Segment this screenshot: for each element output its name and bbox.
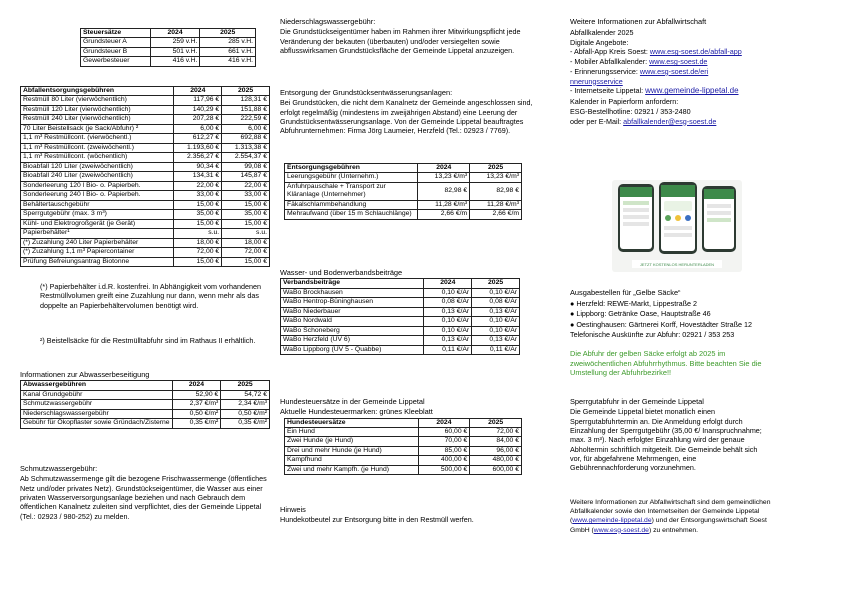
row-value: 128,31 € — [222, 96, 270, 105]
table-row — [81, 47, 256, 56]
row-value: 22,00 € — [174, 181, 222, 190]
row-label: Prüfung Befreiungsantrag Biotonne — [21, 257, 174, 266]
sperrgut-text: Die Gemeinde Lippetal bietet monatlich einen Sperrgutabfuhrtermin an. Die Anmeldung erfolgt durch Einzahlung der Sperrgutgebühr (35,00 €/ Inanspruchnahme; max. 3 m³). Nach erfolgter Einzahlung wird der genaue Abholtermin schriftlich mitgeteilt. Die Gemeinde behält sich vor, für abgefahrene Mehrmengen, eine Gebührennachforderung vorzunehmen. — [570, 407, 762, 473]
table-header-cell: 2024 — [150, 29, 200, 38]
table-header-cell: 2024 — [418, 164, 470, 173]
schmutz-text: Ab Schmutzwassermenge gilt die bezogene Frischwassermenge (öffentliches Netz und/oder privates Netz). Grundstückseigentümer, die Wasser aus einer privaten Wasserversorgungsanlage beziehen und nach Gebrauch dem öffentlichen Kanalnetz zuleiten sind verpflichtet, dies der Gemeinde Lippetal (Tel.: 02923 / 980-252) zu melden. — [20, 474, 267, 521]
row-value: 0,13 €/Ar — [424, 307, 472, 316]
klein-text: Bei Grundstücken, die nicht dem Kanalnetz der Gemeinde angeschlossen sind, erfolgt regelmäßig (mindestens im zweijährigen Abstand) eine Leerung der Grundstücksentwässerungsanlage. Von der Gemeinde Lippetal beauftragtes Abfuhrunternehmen: Firma Jörg Laumeier, Herzfeld (Tel.: 02923 / 7769). — [280, 98, 533, 136]
row-value: 501 v.H. — [150, 47, 200, 56]
row-value: 661 v.H. — [200, 47, 256, 56]
row-label: Bioabfall 240 Liter (zweiwöchentlich) — [21, 172, 174, 181]
wasserboden-title: Wasser- und Bodenverbandsbeiträge — [280, 268, 403, 277]
row-value: 0,08 €/Ar — [424, 298, 472, 307]
row-label: Niederschlagswassergebühr — [21, 409, 173, 418]
row-value: 72,00 € — [174, 248, 222, 257]
row-value: 82,98 € — [418, 182, 470, 200]
table-row — [21, 409, 270, 418]
row-value: 0,10 €/Ar — [472, 326, 520, 335]
hinweis-text: Hundekotbeutel zur Entsorgung bitte in den Restmüll werfen. — [280, 515, 474, 525]
row-value: 13,23 €/m³ — [470, 173, 522, 182]
row-label: 1,1 m³ Restmüllcont. (wöchentlich) — [21, 153, 174, 162]
row-value: 0,10 €/Ar — [472, 317, 520, 326]
row-value: 15,00 € — [174, 257, 222, 266]
footer-link-gemeinde[interactable]: www.gemeinde-lippetal.de — [572, 517, 652, 525]
table-row — [21, 210, 270, 219]
row-value: 2.356,27 € — [174, 153, 222, 162]
row-value: 22,00 € — [222, 181, 270, 190]
footer-link-esg[interactable]: www.esg-soest.de — [593, 526, 649, 534]
row-label: Restmüll 120 Liter (vierwöchentlich) — [21, 105, 174, 114]
row-value: 2,66 €/m — [470, 210, 522, 219]
gelbe-block — [570, 288, 825, 340]
table-row — [285, 182, 522, 200]
table-row — [21, 134, 270, 143]
row-label: Papierbehälter¹ — [21, 229, 174, 238]
erinner-line — [570, 67, 710, 86]
row-value: 1.313,38 € — [222, 143, 270, 152]
footer-text-2: ) und der Entsorgungswirtschaft Soest GmbH ( — [570, 517, 767, 534]
row-value: 2,37 €/m³ — [172, 400, 221, 409]
gelbe-item: ● Lippborg: Getränke Oase, Hauptstraße 46 — [570, 309, 711, 319]
table-row — [281, 317, 520, 326]
steuer-table — [80, 28, 256, 67]
table-row — [285, 173, 522, 182]
row-label: Kampfhund — [285, 456, 419, 465]
niederschlag-block — [280, 17, 540, 55]
footer-text-1: Weitere Informationen zur Abfallwirtschaft sind dem gemeindlichen Abfallkalender sowie den Internetseiten der Gemeinde Lippetal ( — [570, 499, 771, 525]
row-value: 33,00 € — [222, 191, 270, 200]
email-link[interactable]: abfallkalender@esg-soest.de — [623, 116, 717, 126]
klein-title: Entsorgung der Grundstücksentwässerungsanlagen: — [280, 88, 453, 97]
hinweis-block — [280, 505, 540, 525]
row-value: 400,00 € — [418, 456, 470, 465]
weitere-title: Weitere Informationen zur Abfallwirtschaft — [570, 17, 707, 26]
table-header-cell: 2025 — [222, 87, 270, 96]
row-label: Bioabfall 120 Liter (zweiwöchentlich) — [21, 162, 174, 171]
entsorgung-table — [284, 163, 522, 220]
row-value: 11,28 €/m³ — [470, 200, 522, 209]
table-row — [21, 219, 270, 228]
abfall-table — [20, 86, 270, 267]
table-row — [21, 419, 270, 428]
row-label: Grundsteuer A — [81, 38, 151, 47]
row-label: Zwei Hunde (je Hund) — [285, 437, 419, 446]
row-label: 1,1 m³ Restmüllcont. (zweiwöchentl.) — [21, 143, 174, 152]
row-value: 2,66 €/m — [418, 210, 470, 219]
gelbe-title: Ausgabestellen für „Gelbe Säcke“ — [570, 288, 681, 297]
table-header-cell: 2024 — [174, 87, 222, 96]
table-header-cell: 2024 — [424, 279, 472, 288]
table-header-cell: Steuersätze — [81, 29, 151, 38]
phone-banner: JETZT KOSTENLOS HERUNTERLADEN — [639, 262, 715, 267]
table-row — [21, 96, 270, 105]
table-row — [21, 124, 270, 133]
table-row — [21, 257, 270, 266]
erinner-label: - Erinnerungsservice: — [570, 66, 638, 76]
table-row — [21, 191, 270, 200]
table-row — [21, 400, 270, 409]
hunde-subtitle: Aktuelle Hundesteuermarken: grünes Kleeblatt — [280, 407, 433, 417]
table-row — [21, 105, 270, 114]
row-label: Restmüll 240 Liter (vierwöchentlich) — [21, 115, 174, 124]
table-row — [285, 465, 522, 474]
row-value: 2.554,37 € — [222, 153, 270, 162]
row-value: 259 v.H. — [150, 38, 200, 47]
row-label: WaBo Niederbauer — [281, 307, 424, 316]
internet-label: - Internetseite Lippetal: — [570, 86, 644, 96]
row-value: 82,98 € — [470, 182, 522, 200]
table-row — [285, 456, 522, 465]
row-value: 0,10 €/Ar — [472, 288, 520, 297]
table-row — [285, 427, 522, 436]
row-value: 140,29 € — [174, 105, 222, 114]
kalender-title: Abfallkalender 2025 — [570, 27, 634, 37]
row-value: 0,08 €/Ar — [472, 298, 520, 307]
weitere-block — [570, 17, 825, 126]
internet-link[interactable]: www.gemeinde-lippetal.de — [645, 86, 739, 96]
row-value: 13,23 €/m³ — [418, 173, 470, 182]
erinner-link[interactable]: www.esg-soest.de/erinnerungsservice — [570, 66, 709, 86]
table-row — [81, 57, 256, 66]
row-value: 85,00 € — [418, 446, 470, 455]
row-value: 6,00 € — [174, 124, 222, 133]
row-label: Drei und mehr Hunde (je Hund) — [285, 446, 419, 455]
row-label: Kanal Grundgebühr — [21, 390, 173, 399]
row-value: 0,35 €/m² — [221, 419, 270, 428]
table-row — [21, 229, 270, 238]
gelbe-item: ● Oestinghausen: Gärtnerei Korff, Hovestädter Straße 12 — [570, 319, 752, 329]
note-papier: (*) Papierbehälter i.d.R. kostenfrei. In Abhängigkeit vom vorhandenen Restmüllvolumen greift eine Zuzahlung nur dann, wenn mehr als das doppelte an Papierbehältervolumen benötigt wird. — [40, 282, 261, 310]
row-value: 15,00 € — [174, 200, 222, 209]
row-label: (*) Zuzahlung 1,1 m³ Papiercontainer — [21, 248, 174, 257]
row-value: 285 v.H. — [200, 38, 256, 47]
table-header-cell: Abfallentsorgungsgebühren — [21, 87, 174, 96]
row-label: 1,1 m³ Restmüllcont. (vierwöchentl.) — [21, 134, 174, 143]
row-value: 0,13 €/Ar — [424, 336, 472, 345]
row-label: WaBo Nordwald — [281, 317, 424, 326]
table-row — [21, 115, 270, 124]
table-row — [281, 326, 520, 335]
table-row — [81, 38, 256, 47]
row-value: 35,00 € — [174, 210, 222, 219]
digital-title: Digitale Angebote: — [570, 37, 629, 47]
row-value: 151,88 € — [222, 105, 270, 114]
row-value: 480,00 € — [470, 456, 522, 465]
gelbe-item: ● Herzfeld: REWE-Markt, Lippestraße 2 — [570, 299, 697, 309]
row-label: (*) Zuzahlung 240 Liter Papierbehälter — [21, 238, 174, 247]
schmutz-title: Schmutzwassergebühr: — [20, 464, 98, 473]
table-row — [285, 437, 522, 446]
wasserboden-table — [280, 278, 520, 355]
row-value: 0,35 €/m² — [172, 419, 221, 428]
row-label: Leerungsgebühr (Unternehm.) — [285, 173, 418, 182]
hunde-table — [284, 418, 522, 476]
row-label: Schmutzwassergebühr — [21, 400, 173, 409]
table-header-cell: 2024 — [418, 418, 470, 427]
papier-line: Kalender in Papierform anfordern: — [570, 97, 679, 107]
row-label: Sonderleerung 240 l Bio- o. Papierbeh. — [21, 191, 174, 200]
row-value: 145,87 € — [222, 172, 270, 181]
row-value: 2,34 €/m³ — [221, 400, 270, 409]
app-line — [570, 47, 825, 57]
row-label: Zwei und mehr Kampfh. (je Hund) — [285, 465, 419, 474]
row-label: Restmüll 80 Liter (vierwöchentlich) — [21, 96, 174, 105]
table-header-cell: Abwassergebühren — [21, 381, 173, 390]
klein-block — [280, 88, 540, 136]
row-value: 0,13 €/Ar — [472, 307, 520, 316]
row-value: 72,00 € — [222, 248, 270, 257]
row-label: Kühl- und Elektrogroßgerät (je Gerät) — [21, 219, 174, 228]
table-row — [285, 210, 522, 219]
row-value: 99,08 € — [222, 162, 270, 171]
row-value: 33,00 € — [174, 191, 222, 200]
row-value: 692,88 € — [222, 134, 270, 143]
row-value: 60,00 € — [418, 427, 470, 436]
niederschlag-text: Die Grundstückseigentümer haben im Rahmen ihrer Mitwirkungspflicht jede Veränderung der bekauten (überbauten) und/oder versiegelten sowie abflusswirksamen Grundstücksfläche der Gemeinde Lippetal anzuzeigen. — [280, 27, 521, 55]
hunde-block — [280, 397, 540, 475]
row-value: 134,31 € — [174, 172, 222, 181]
table-header-cell: Verbandsbeiträge — [281, 279, 424, 288]
row-value: 416 v.H. — [150, 57, 200, 66]
table-row — [281, 288, 520, 297]
table-row — [21, 153, 270, 162]
wasserboden-block — [280, 268, 540, 355]
internet-line — [570, 86, 825, 97]
table-row — [21, 238, 270, 247]
hunde-title: Hundesteuersätze in der Gemeinde Lippetal — [280, 397, 425, 406]
row-value: 96,00 € — [470, 446, 522, 455]
table-row — [21, 390, 270, 399]
row-value: 117,96 € — [174, 96, 222, 105]
row-label: 70 Liter Beistellsack (je Sack/Abfuhr) ² — [21, 124, 174, 133]
row-value: 500,00 € — [418, 465, 470, 474]
row-value: s.u. — [222, 229, 270, 238]
row-value: 70,00 € — [418, 437, 470, 446]
table-row — [21, 162, 270, 171]
row-value: 54,72 € — [221, 390, 270, 399]
row-value: 207,28 € — [174, 115, 222, 124]
row-value: 0,11 €/Ar — [424, 345, 472, 354]
email-line — [570, 117, 825, 127]
row-value: 35,00 € — [222, 210, 270, 219]
mobil-line — [570, 57, 825, 67]
abwasser-block — [20, 370, 270, 429]
footer-text — [570, 498, 780, 535]
row-value: 15,00 € — [222, 257, 270, 266]
abfall-block — [20, 86, 270, 267]
email-label: oder per E-Mail: — [570, 116, 622, 126]
row-label: WaBo Brockhausen — [281, 288, 424, 297]
gelbe-tel: Telefonische Auskünfte zur Abfuhr: 02921 / 353 253 — [570, 329, 735, 339]
row-label: Fäkalschlammbehandlung — [285, 200, 418, 209]
row-label: Mehraufwand (über 15 m Schlauchlänge) — [285, 210, 418, 219]
table-row — [21, 181, 270, 190]
hinweis-title: Hinweis — [280, 505, 306, 514]
row-value: 0,13 €/Ar — [472, 336, 520, 345]
row-value: 18,00 € — [222, 238, 270, 247]
app-link[interactable]: www.esg-soest.de/abfall-app — [649, 47, 742, 57]
mobil-link[interactable]: www.esg-soest.de — [649, 57, 708, 67]
table-row — [281, 307, 520, 316]
row-value: 52,90 € — [172, 390, 221, 399]
table-header-cell: 2025 — [470, 164, 522, 173]
table-header-cell: Hundesteuersätze — [285, 418, 419, 427]
hotline-line: ESG-Bestellhotline: 02921 / 353-2480 — [570, 106, 691, 116]
row-value: 0,10 €/Ar — [424, 288, 472, 297]
row-value: s.u. — [174, 229, 222, 238]
row-value: 15,00 € — [174, 219, 222, 228]
entsorgung-block — [284, 163, 522, 220]
row-value: 416 v.H. — [200, 57, 256, 66]
row-value: 72,00 € — [470, 427, 522, 436]
row-label: Gewerbesteuer — [81, 57, 151, 66]
table-row — [285, 200, 522, 209]
table-row — [21, 200, 270, 209]
row-value: 15,00 € — [222, 200, 270, 209]
row-value: 600,00 € — [470, 465, 522, 474]
row-label: WaBo Hentrop-Büninghausen — [281, 298, 424, 307]
niederschlag-title: Niederschlagswassergebühr: — [280, 17, 376, 26]
row-label: Gebühr für Ökopflaster sowie Gründach/Zisterne — [21, 419, 173, 428]
green-note: Die Abfuhr der gelben Säcke erfolgt ab 2025 im zweiwöchentlichen Abfuhrrhythmus. Bitte beachten Sie die Umstellung der Abfuhrbezirke!! — [570, 349, 762, 378]
table-row — [281, 345, 520, 354]
row-label: Sonderleerung 120 l Bio- o. Papierbeh. — [21, 181, 174, 190]
table-row — [281, 298, 520, 307]
row-value: 90,34 € — [174, 162, 222, 171]
row-value: 18,00 € — [174, 238, 222, 247]
table-row — [21, 143, 270, 152]
abwasser-table — [20, 380, 270, 428]
row-value: 222,59 € — [222, 115, 270, 124]
row-value: 0,11 €/Ar — [472, 345, 520, 354]
row-label: Anfuhrpauschale + Transport zur Kläranlage (Unternehmer) — [285, 182, 418, 200]
footer-text-3: ) zu entnehmen. — [648, 526, 699, 534]
steuer-block — [80, 28, 256, 67]
sperrgut-block — [570, 397, 770, 473]
table-header-cell: 2025 — [472, 279, 520, 288]
row-value: 1.193,60 € — [174, 143, 222, 152]
schmutz-block — [20, 464, 270, 521]
row-value: 84,00 € — [470, 437, 522, 446]
row-value: 0,10 €/Ar — [424, 317, 472, 326]
table-row — [21, 172, 270, 181]
row-value: 0,10 €/Ar — [424, 326, 472, 335]
row-value: 11,28 €/m³ — [418, 200, 470, 209]
row-label: Sperrgutgebühr (max. 3 m³) — [21, 210, 174, 219]
row-value: 612,27 € — [174, 134, 222, 143]
table-header-cell: 2025 — [200, 29, 256, 38]
row-value: 0,50 €/m² — [172, 409, 221, 418]
row-value: 15,00 € — [222, 219, 270, 228]
table-row — [281, 336, 520, 345]
phone-app-mockup-icon — [612, 180, 742, 272]
row-label: WaBo Lippborg (UV 5 - Quabbe) — [281, 345, 424, 354]
table-row — [21, 248, 270, 257]
row-label: Grundsteuer B — [81, 47, 151, 56]
table-header-cell: 2024 — [172, 381, 221, 390]
note-beistell: ²) Beistellsäcke für die Restmülltabfuhr sind im Rathaus II erhältlich. — [40, 336, 256, 345]
row-label: Behältertauschgebühr — [21, 200, 174, 209]
table-row — [285, 446, 522, 455]
row-value: 0,50 €/m² — [221, 409, 270, 418]
mobil-label: - Mobiler Abfallkalender: — [570, 57, 648, 67]
table-header-cell: Entsorgungsgebühren — [285, 164, 418, 173]
app-label: - Abfall-App Kreis Soest: — [570, 47, 648, 57]
sperrgut-title: Sperrgutabfuhr in der Gemeinde Lippetal — [570, 397, 704, 406]
row-label: Ein Hund — [285, 427, 419, 436]
row-label: WaBo Herzfeld (UV 6) — [281, 336, 424, 345]
table-header-cell: 2025 — [470, 418, 522, 427]
row-value: 6,00 € — [222, 124, 270, 133]
abwasser-title: Informationen zur Abwasserbeseitigung — [20, 370, 150, 379]
table-header-cell: 2025 — [221, 381, 270, 390]
row-label: WaBo Schoneberg — [281, 326, 424, 335]
